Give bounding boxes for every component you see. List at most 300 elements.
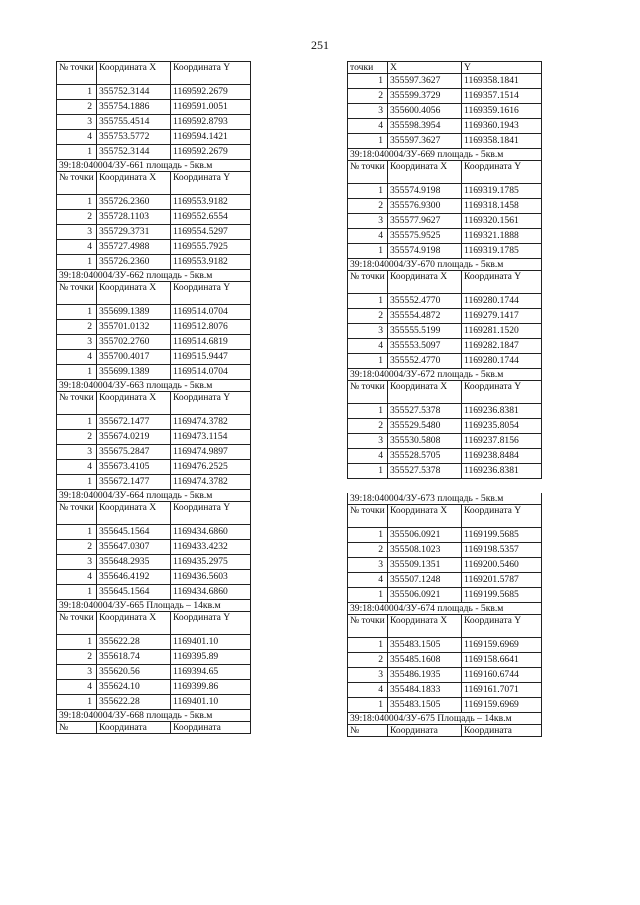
coordinate-y: 1169281.1520 [462, 324, 542, 339]
point-number: 1 [57, 195, 97, 210]
coordinate-y: 1169357.1514 [462, 89, 542, 104]
coordinate-x: 355699.1389 [97, 305, 171, 320]
coordinate-x: 355484.1833 [388, 683, 462, 698]
table-row [348, 354, 542, 369]
coordinate-x: 355754.1886 [97, 100, 171, 115]
plot-caption: 39:18:040004/ЗУ-663 площадь - 5кв.м [57, 380, 251, 392]
point-number: 1 [57, 695, 97, 710]
coordinate-y: 1169591.0051 [171, 100, 251, 115]
coordinate-y: 1169201.5787 [462, 573, 542, 588]
header-cell-Y: Y [462, 62, 542, 74]
table-row [57, 305, 251, 320]
table-row [57, 475, 251, 490]
coordinate-x: 355527.5378 [388, 404, 462, 419]
point-number: 1 [348, 354, 388, 369]
point-number: 1 [348, 404, 388, 419]
header-cell-num: № точки [57, 172, 97, 195]
header-cell-y: Координата Y [171, 62, 251, 85]
header-cell-num: № точки [57, 392, 97, 415]
header-cell-num_short: № [57, 722, 97, 734]
header-cell-num_short: № [348, 725, 388, 737]
plot-caption-row [57, 600, 251, 612]
plot-caption: 39:18:040004/ЗУ-669 площадь - 5кв.м [348, 149, 542, 161]
header-cell-y: Координата Y [462, 161, 542, 184]
point-number: 3 [57, 445, 97, 460]
point-number: 3 [57, 555, 97, 570]
table-row [57, 240, 251, 255]
coordinate-x: 355648.2935 [97, 555, 171, 570]
coordinate-x: 355620.56 [97, 665, 171, 680]
plot-caption-row [57, 490, 251, 502]
plot-caption: 39:18:040004/ЗУ-672 площадь - 5кв.м [348, 369, 542, 381]
table-row [348, 419, 542, 434]
coordinate-y: 1169436.5603 [171, 570, 251, 585]
coordinate-x: 355530.5808 [388, 434, 462, 449]
point-number: 3 [57, 335, 97, 350]
coordinate-y: 1169514.0704 [171, 305, 251, 320]
coordinate-x: 355672.1477 [97, 475, 171, 490]
coordinate-y: 1169280.1744 [462, 354, 542, 369]
table-row [57, 555, 251, 570]
coordinate-x: 355506.0921 [388, 588, 462, 603]
plot-caption: 39:18:040004/ЗУ-668 площадь - 5кв.м [57, 710, 251, 722]
coordinate-y: 1169318.1458 [462, 199, 542, 214]
coordinate-y: 1169594.1421 [171, 130, 251, 145]
table-row [57, 570, 251, 585]
coordinate-x: 355618.74 [97, 650, 171, 665]
header-cell-num: № точки [348, 271, 388, 294]
plot-caption: 39:18:040004/ЗУ-675 Площадь – 14кв.м [348, 713, 542, 725]
point-number: 4 [348, 573, 388, 588]
table-row [348, 404, 542, 419]
coordinate-y: 1169552.6554 [171, 210, 251, 225]
coordinate-x: 355483.1505 [388, 638, 462, 653]
table-row [348, 324, 542, 339]
coordinate-x: 355597.3627 [388, 74, 462, 89]
page-number: 251 [311, 38, 329, 52]
table-row [57, 145, 251, 160]
table-row [348, 184, 542, 199]
point-number: 3 [57, 115, 97, 130]
table-row [348, 214, 542, 229]
table-row [57, 460, 251, 475]
header-cell-y: Координата Y [462, 505, 542, 528]
coordinate-y: 1169512.8076 [171, 320, 251, 335]
left-coordinates-column [56, 61, 250, 734]
coordinate-x: 355528.5705 [388, 449, 462, 464]
header-cell-num: № точки [348, 161, 388, 184]
table-header-row [348, 271, 542, 294]
coordinate-y: 1169159.6969 [462, 698, 542, 713]
coordinate-y: 1169236.8381 [462, 404, 542, 419]
coordinate-x: 355726.2360 [97, 195, 171, 210]
table-row [348, 199, 542, 214]
coordinate-x: 355598.3954 [388, 119, 462, 134]
coordinate-x: 355728.1103 [97, 210, 171, 225]
coordinate-x: 355752.3144 [97, 145, 171, 160]
coordinate-y: 1169159.6969 [462, 638, 542, 653]
point-number: 4 [57, 350, 97, 365]
coordinate-x: 355485.1608 [388, 653, 462, 668]
point-number: 2 [348, 543, 388, 558]
table-row [57, 85, 251, 100]
point-number: 1 [57, 145, 97, 160]
point-number: 1 [57, 585, 97, 600]
coordinate-x: 355554.4872 [388, 309, 462, 324]
header-cell-x: Координата X [97, 502, 171, 525]
table-header-row [348, 62, 542, 74]
coordinate-x: 355675.2847 [97, 445, 171, 460]
coordinate-y: 1169320.1561 [462, 214, 542, 229]
point-number: 3 [348, 668, 388, 683]
point-number: 1 [57, 525, 97, 540]
coordinate-x: 355753.5772 [97, 130, 171, 145]
point-number: 1 [57, 365, 97, 380]
plot-caption-row [348, 259, 542, 271]
coordinate-y: 1169555.7925 [171, 240, 251, 255]
coordinate-y: 1169592.2679 [171, 145, 251, 160]
table-row [57, 210, 251, 225]
table-row [348, 683, 542, 698]
coordinate-y: 1169358.1841 [462, 134, 542, 149]
coordinate-x: 355576.9300 [388, 199, 462, 214]
coordinate-y: 1169395.89 [171, 650, 251, 665]
header-cell-num: № точки [348, 381, 388, 404]
header-cell-x: Координата X [388, 381, 462, 404]
coordinate-x: 355508.1023 [388, 543, 462, 558]
point-number: 2 [57, 100, 97, 115]
table-row [57, 445, 251, 460]
plot-caption-row [57, 380, 251, 392]
coordinate-x: 355599.3729 [388, 89, 462, 104]
table-row [348, 74, 542, 89]
table-header-row [57, 282, 251, 305]
table-header-row [57, 502, 251, 525]
coordinate-x: 355509.1351 [388, 558, 462, 573]
point-number: 3 [348, 558, 388, 573]
point-number: 3 [348, 324, 388, 339]
point-number: 3 [57, 225, 97, 240]
coordinate-y: 1169515.9447 [171, 350, 251, 365]
header-cell-x: Координата X [97, 172, 171, 195]
point-number: 2 [348, 199, 388, 214]
plot-caption: 39:18:040004/ЗУ-670 площадь - 5кв.м [348, 259, 542, 271]
point-number: 2 [57, 430, 97, 445]
table-row [57, 415, 251, 430]
coordinate-x: 355727.4988 [97, 240, 171, 255]
table-row [348, 309, 542, 324]
point-number: 4 [57, 460, 97, 475]
plot-caption-row [348, 493, 542, 505]
coordinate-x: 355673.4105 [97, 460, 171, 475]
coordinate-x: 355597.3627 [388, 134, 462, 149]
coordinate-y: 1169399.86 [171, 680, 251, 695]
coordinate-y: 1169282.1847 [462, 339, 542, 354]
coordinate-y: 1169592.2679 [171, 85, 251, 100]
coordinate-x: 355574.9198 [388, 244, 462, 259]
table-row [348, 89, 542, 104]
plot-caption: 39:18:040004/ЗУ-673 площадь - 5кв.м [348, 493, 542, 505]
coordinate-x: 355729.3731 [97, 225, 171, 240]
header-cell-x: Координата X [97, 282, 171, 305]
coordinate-x: 355700.4017 [97, 350, 171, 365]
point-number: 4 [348, 683, 388, 698]
point-number: 1 [348, 184, 388, 199]
table-row [57, 430, 251, 445]
coordinate-y: 1169474.3782 [171, 475, 251, 490]
coordinate-x: 355624.10 [97, 680, 171, 695]
table-header-row [348, 505, 542, 528]
header-cell-num: № точки [57, 282, 97, 305]
coordinate-y: 1169514.0704 [171, 365, 251, 380]
point-number: 4 [57, 240, 97, 255]
point-number: 2 [57, 320, 97, 335]
plot-caption: 39:18:040004/ЗУ-662 площадь - 5кв.м [57, 270, 251, 282]
coordinate-x: 355647.0307 [97, 540, 171, 555]
point-number: 3 [348, 104, 388, 119]
header-cell-num: № точки [57, 612, 97, 635]
point-number: 4 [57, 130, 97, 145]
coordinate-y: 1169235.8054 [462, 419, 542, 434]
coordinates-table-right-top [347, 61, 542, 479]
coordinate-y: 1169401.10 [171, 635, 251, 650]
coordinate-y: 1169279.1417 [462, 309, 542, 324]
coordinate-y: 1169280.1744 [462, 294, 542, 309]
table-row [57, 225, 251, 240]
header-cell-X: X [388, 62, 462, 74]
table-row [57, 255, 251, 270]
point-number: 4 [348, 119, 388, 134]
coordinate-x: 355577.9627 [388, 214, 462, 229]
coordinate-y: 1169360.1943 [462, 119, 542, 134]
coordinate-x: 355575.9525 [388, 229, 462, 244]
table-row [348, 449, 542, 464]
coordinate-y: 1169476.2525 [171, 460, 251, 475]
table-row [348, 698, 542, 713]
coordinate-x: 355555.5199 [388, 324, 462, 339]
coordinate-x: 355702.2760 [97, 335, 171, 350]
coordinate-x: 355699.1389 [97, 365, 171, 380]
coordinate-y: 1169237.8156 [462, 434, 542, 449]
table-row [57, 195, 251, 210]
coordinate-x: 355645.1564 [97, 585, 171, 600]
point-number: 1 [348, 588, 388, 603]
table-row [57, 335, 251, 350]
coordinate-y: 1169238.8484 [462, 449, 542, 464]
coordinate-y: 1169553.9182 [171, 255, 251, 270]
header-cell-y: Координата Y [171, 282, 251, 305]
header-cell-x: Координата X [97, 392, 171, 415]
table-header-row [348, 725, 542, 737]
table-row [57, 115, 251, 130]
table-row [348, 229, 542, 244]
table-row [348, 668, 542, 683]
header-cell-y: Координата Y [462, 615, 542, 638]
table-row [348, 653, 542, 668]
point-number: 1 [348, 134, 388, 149]
table-gap [347, 479, 541, 493]
table-row [57, 680, 251, 695]
coordinate-x: 355553.5097 [388, 339, 462, 354]
table-row [57, 585, 251, 600]
table-row [348, 573, 542, 588]
table-header-row [57, 722, 251, 734]
coordinate-y: 1169435.2975 [171, 555, 251, 570]
table-row [348, 134, 542, 149]
header-cell-y: Координата Y [171, 392, 251, 415]
coordinate-y: 1169158.6641 [462, 653, 542, 668]
point-number: 1 [348, 528, 388, 543]
table-row [57, 350, 251, 365]
table-row [57, 100, 251, 115]
table-header-row [348, 161, 542, 184]
table-header-row [57, 392, 251, 415]
coordinate-x: 355674.0219 [97, 430, 171, 445]
coordinate-x: 355672.1477 [97, 415, 171, 430]
coordinate-x: 355507.1248 [388, 573, 462, 588]
coordinate-x: 355486.1935 [388, 668, 462, 683]
point-number: 4 [57, 570, 97, 585]
header-cell-x: Координата X [388, 505, 462, 528]
point-number: 2 [348, 309, 388, 324]
coordinate-x: 355552.4770 [388, 294, 462, 309]
table-row [348, 339, 542, 354]
coordinate-x: 355552.4770 [388, 354, 462, 369]
point-number: 3 [348, 434, 388, 449]
coordinate-y: 1169236.8381 [462, 464, 542, 479]
table-header-row [57, 612, 251, 635]
header-cell-y_short: Координата [171, 722, 251, 734]
coordinate-y: 1169359.1616 [462, 104, 542, 119]
point-number: 1 [348, 294, 388, 309]
header-cell-y: Координата Y [462, 271, 542, 294]
point-number: 2 [348, 653, 388, 668]
coordinate-x: 355622.28 [97, 635, 171, 650]
table-row [348, 434, 542, 449]
coordinate-y: 1169200.5460 [462, 558, 542, 573]
point-number: 2 [57, 650, 97, 665]
coordinates-table-left [56, 61, 251, 734]
table-row [348, 558, 542, 573]
header-cell-x_short: Координата [97, 722, 171, 734]
coordinate-y: 1169199.5685 [462, 528, 542, 543]
header-cell-y: Координата Y [171, 172, 251, 195]
table-row [348, 119, 542, 134]
point-number: 2 [348, 419, 388, 434]
header-cell-x_short: Координата [388, 725, 462, 737]
table-row [348, 588, 542, 603]
coordinate-y: 1169514.6819 [171, 335, 251, 350]
coordinate-y: 1169394.65 [171, 665, 251, 680]
point-number: 1 [348, 638, 388, 653]
table-row [57, 650, 251, 665]
coordinate-x: 355755.4514 [97, 115, 171, 130]
point-number: 2 [348, 89, 388, 104]
point-number: 1 [57, 635, 97, 650]
table-row [57, 635, 251, 650]
point-number: 2 [57, 540, 97, 555]
coordinate-y: 1169434.6860 [171, 525, 251, 540]
plot-caption: 39:18:040004/ЗУ-664 площадь - 5кв.м [57, 490, 251, 502]
coordinate-y: 1169358.1841 [462, 74, 542, 89]
coordinate-y: 1169473.1154 [171, 430, 251, 445]
table-header-row [348, 381, 542, 404]
coordinate-y: 1169319.1785 [462, 184, 542, 199]
point-number: 4 [348, 449, 388, 464]
coordinate-y: 1169198.5357 [462, 543, 542, 558]
header-cell-num: № точки [348, 505, 388, 528]
point-number: 1 [348, 244, 388, 259]
header-cell-num: № точки [57, 502, 97, 525]
plot-caption-row [348, 603, 542, 615]
point-number: 1 [348, 698, 388, 713]
plot-caption-row [57, 160, 251, 172]
coordinate-x: 355506.0921 [388, 528, 462, 543]
table-header-row [57, 62, 251, 85]
coordinate-x: 355600.4056 [388, 104, 462, 119]
plot-caption: 39:18:040004/ЗУ-674 площадь - 5кв.м [348, 603, 542, 615]
coordinate-y: 1169401.10 [171, 695, 251, 710]
point-number: 4 [57, 680, 97, 695]
coordinate-x: 355701.0132 [97, 320, 171, 335]
right-coordinates-column [347, 61, 541, 737]
table-row [57, 540, 251, 555]
coordinate-x: 355574.9198 [388, 184, 462, 199]
table-header-row [348, 615, 542, 638]
table-header-row [57, 172, 251, 195]
point-number: 2 [57, 210, 97, 225]
point-number: 4 [348, 229, 388, 244]
header-cell-num: № точки [57, 62, 97, 85]
table-row [348, 543, 542, 558]
plot-caption-row [57, 270, 251, 282]
header-cell-x: Координата X [97, 612, 171, 635]
point-number: 1 [57, 415, 97, 430]
plot-caption: 39:18:040004/ЗУ-665 Площадь – 14кв.м [57, 600, 251, 612]
coordinate-y: 1169321.1888 [462, 229, 542, 244]
coordinates-table-right-bottom [347, 493, 542, 737]
coordinate-y: 1169554.5297 [171, 225, 251, 240]
table-row [57, 130, 251, 145]
header-cell-num: № точки [348, 615, 388, 638]
header-cell-y: Координата Y [462, 381, 542, 404]
coordinate-y: 1169592.8793 [171, 115, 251, 130]
table-row [348, 464, 542, 479]
table-row [348, 294, 542, 309]
point-number: 1 [348, 464, 388, 479]
table-row [348, 104, 542, 119]
coordinate-y: 1169474.9897 [171, 445, 251, 460]
coordinate-x: 355622.28 [97, 695, 171, 710]
table-row [57, 525, 251, 540]
table-row [57, 320, 251, 335]
plot-caption-row [57, 710, 251, 722]
coordinate-x: 355646.4192 [97, 570, 171, 585]
header-cell-x: Координата X [388, 615, 462, 638]
point-number: 1 [57, 255, 97, 270]
point-number: 4 [348, 339, 388, 354]
coordinate-y: 1169553.9182 [171, 195, 251, 210]
point-number: 1 [57, 305, 97, 320]
coordinate-y: 1169199.5685 [462, 588, 542, 603]
header-cell-y: Координата Y [171, 502, 251, 525]
coordinate-y: 1169319.1785 [462, 244, 542, 259]
plot-caption: 39:18:040004/ЗУ-661 площадь - 5кв.м [57, 160, 251, 172]
table-row [57, 365, 251, 380]
plot-caption-row [348, 149, 542, 161]
table-row [57, 665, 251, 680]
point-number: 1 [57, 475, 97, 490]
